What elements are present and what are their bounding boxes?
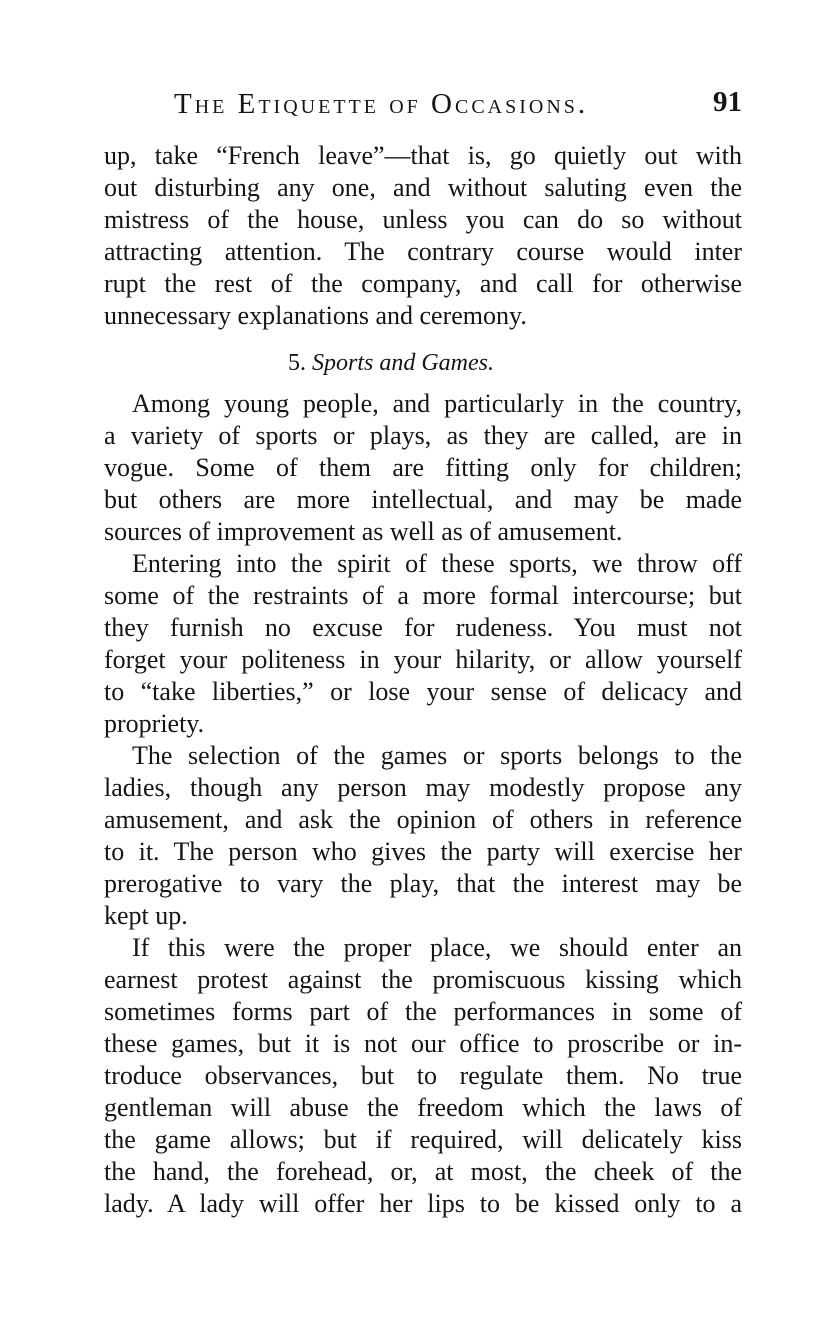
running-title: The Etiquette of Occasions. (174, 88, 589, 120)
text-line: up, take “French leave”—that is, go quietly out with (104, 141, 742, 170)
text-line: the hand, the forehead, or, at most, the cheek of the (104, 1157, 742, 1186)
text-line: they furnish no excuse for rudeness. You must not (104, 613, 742, 642)
text-line: these games, but it is not our office to proscribe or in- (104, 1029, 742, 1058)
text-line: out disturbing any one, and without saluting even the (104, 173, 742, 202)
text-line: Among young people, and particularly in the country, (132, 389, 742, 418)
section-heading (104, 338, 742, 388)
running-head (104, 84, 742, 124)
text-line: to it. The person who gives the party will exercise her (104, 837, 742, 866)
text-line: earnest protest against the promiscuous kissing which (104, 965, 742, 994)
paragraph (104, 548, 742, 740)
text-line: prerogative to vary the play, that the interest may be (104, 869, 742, 898)
text-line: lady. A lady will offer her lips to be kissed only to a (104, 1189, 742, 1218)
text-line: vogue. Some of them are fitting only for children; (104, 453, 742, 482)
text-line: troduce observances, but to regulate them. No true (104, 1061, 742, 1090)
text-line: sources of improvement as well as of amusement. (104, 517, 623, 546)
page-number: 91 (713, 86, 742, 118)
text-line: some of the restraints of a more formal intercourse; but (104, 581, 742, 610)
text-line: attracting attention. The contrary course would inter (104, 237, 742, 266)
text-line: amusement, and ask the opinion of others in reference (104, 805, 742, 834)
paragraph-continued (104, 140, 742, 332)
paragraph (104, 932, 742, 1220)
text-line: Entering into the spirit of these sports, we throw off (132, 549, 742, 578)
text-line: ladies, though any person may modestly propose any (104, 773, 742, 802)
text-line: propriety. (104, 709, 205, 738)
text-line: mistress of the house, unless you can do so without (104, 205, 742, 234)
text-line: forget your politeness in your hilarity, or allow yourself (104, 645, 742, 674)
text-line: sometimes forms part of the performances in some of (104, 997, 742, 1026)
text-line: The selection of the games or sports belongs to the (132, 741, 742, 770)
text-line: kept up. (104, 901, 188, 930)
paragraph (104, 740, 742, 932)
text-line: a variety of sports or plays, as they are called, are in (104, 421, 742, 450)
section-number: 5. (288, 350, 306, 376)
book-page (104, 84, 742, 1220)
section-title: Sports and Games. (312, 350, 495, 376)
text-line: to “take liberties,” or lose your sense of delicacy and (104, 677, 742, 706)
text-line: If this were the proper place, we should enter an (132, 933, 742, 962)
text-line: rupt the rest of the company, and call for otherwise (104, 269, 742, 298)
text-line: but others are more intellectual, and may be made (104, 485, 742, 514)
text-line: the game allows; but if required, will delicately kiss (104, 1125, 742, 1154)
text-line: gentleman will abuse the freedom which the laws of (104, 1093, 742, 1122)
paragraph (104, 388, 742, 548)
text-line: unnecessary explanations and ceremony. (104, 301, 527, 330)
